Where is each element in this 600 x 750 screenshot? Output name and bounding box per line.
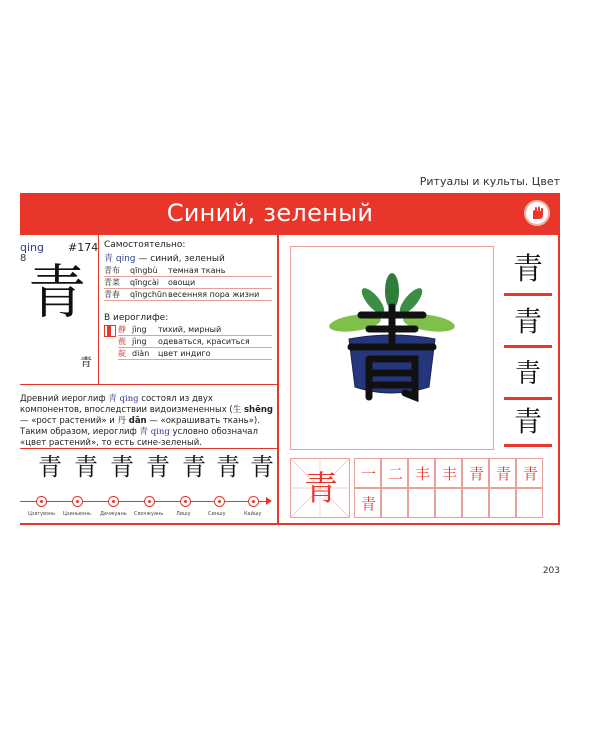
timeline-node bbox=[36, 496, 47, 507]
evolution-labels bbox=[20, 511, 276, 521]
word-meaning: одеваться, краситься bbox=[158, 337, 250, 346]
word-pinyin: qīngchūn bbox=[130, 290, 168, 299]
desc-part: условно обозначал «цвет растений», то есть сине-зеленый. bbox=[20, 427, 258, 448]
style-char: 青 bbox=[513, 405, 542, 438]
etymology-text bbox=[20, 394, 276, 449]
stroke-step-char: 丰 bbox=[414, 465, 430, 483]
style-divider bbox=[504, 345, 552, 348]
practice-cell[interactable] bbox=[408, 488, 435, 518]
practice-grid bbox=[290, 458, 552, 518]
script-label: Лишу bbox=[176, 511, 191, 517]
word-row bbox=[104, 289, 272, 301]
word-pinyin: jìng bbox=[132, 337, 147, 346]
radical-marker-icon bbox=[104, 325, 116, 337]
desc-part: Древний иероглиф bbox=[20, 394, 109, 404]
script-label: Кайшу bbox=[244, 511, 262, 517]
timeline-node bbox=[180, 496, 191, 507]
desc-part: состоял из двух компонентов, впоследствии видоизмененных (生 bbox=[20, 394, 244, 415]
practice-cell[interactable] bbox=[354, 488, 381, 518]
timeline-node bbox=[144, 496, 155, 507]
evolution-char: 青 bbox=[146, 453, 170, 481]
stroke-step-char: 青 bbox=[522, 465, 538, 483]
arrow-right-icon bbox=[266, 497, 272, 505]
self-study-main bbox=[104, 251, 225, 264]
timeline-node bbox=[214, 496, 225, 507]
style-char: 青 bbox=[513, 252, 543, 287]
word-meaning: темная ткань bbox=[168, 266, 226, 275]
word-pinyin: diàn bbox=[132, 349, 150, 358]
practice-cell[interactable] bbox=[381, 488, 408, 518]
style-char: 青 bbox=[513, 305, 542, 338]
divider-horizontal bbox=[20, 384, 278, 385]
divider-mid bbox=[277, 235, 279, 525]
desc-part: — «окрашивать ткань»). Таким образом, иероглиф bbox=[20, 416, 260, 437]
hand-icon bbox=[524, 200, 550, 226]
stroke-step-char: 丰 bbox=[441, 465, 457, 483]
self-study-word-list bbox=[104, 265, 272, 301]
script-label: Сяочжуань bbox=[134, 511, 164, 517]
desc-bold: dān bbox=[128, 416, 147, 426]
practice-cell[interactable] bbox=[435, 488, 462, 518]
stroke-step-char: 青 bbox=[468, 465, 484, 483]
timeline-node bbox=[108, 496, 119, 507]
evolution-char: 青 bbox=[182, 453, 206, 481]
practice-cell[interactable] bbox=[435, 458, 462, 488]
word-row bbox=[118, 348, 272, 360]
page-number: 203 bbox=[542, 566, 560, 576]
style-divider bbox=[504, 444, 552, 447]
practice-cell[interactable] bbox=[462, 458, 489, 488]
title-banner bbox=[20, 193, 560, 235]
word-hanzi: 靓 bbox=[118, 337, 126, 346]
practice-char bbox=[409, 489, 436, 519]
word-meaning: тихий, мирный bbox=[158, 325, 222, 334]
timeline-node bbox=[72, 496, 83, 507]
stroke-step-char: 青 bbox=[495, 465, 511, 483]
word-pinyin: qīngcài bbox=[130, 278, 159, 287]
practice-cell[interactable] bbox=[489, 458, 516, 488]
self-study-main-meaning: — синий, зеленый bbox=[135, 254, 225, 264]
style-divider bbox=[504, 293, 552, 296]
word-hanzi: 靛 bbox=[118, 349, 126, 358]
self-study-main-pinyin: qing bbox=[115, 254, 136, 264]
practice-char bbox=[463, 489, 490, 519]
word-meaning: цвет индиго bbox=[158, 349, 211, 358]
character-pinyin: qing bbox=[20, 241, 44, 254]
word-row bbox=[118, 324, 272, 336]
practice-char bbox=[490, 489, 517, 519]
word-meaning: овощи bbox=[168, 278, 196, 287]
word-hanzi: 静 bbox=[118, 325, 126, 334]
divider-left bbox=[98, 235, 99, 385]
stroke-step-char: 二 bbox=[387, 465, 403, 483]
character-number: #174 bbox=[68, 241, 99, 254]
evolution-char: 青 bbox=[216, 453, 240, 481]
script-label: Цзиньвэнь bbox=[63, 511, 91, 517]
main-hanzi: 青 bbox=[28, 258, 87, 326]
script-label: Дачжуань bbox=[100, 511, 127, 517]
practice-char: 青 bbox=[360, 495, 376, 513]
practice-cell[interactable] bbox=[462, 488, 489, 518]
self-study-main-hanzi: 青 bbox=[104, 254, 114, 264]
desc-bold: shēng bbox=[243, 405, 273, 415]
word-pinyin: jìng bbox=[132, 325, 147, 334]
stroke-step-char: 一 bbox=[360, 465, 376, 483]
practice-big-char: 青 bbox=[304, 469, 338, 509]
desc-hanzi: 青 qing bbox=[139, 427, 170, 437]
practice-cell[interactable] bbox=[516, 458, 543, 488]
evolution-char: 青 bbox=[74, 453, 98, 481]
timeline-node bbox=[248, 496, 259, 507]
section-title: Ритуалы и культы. Цвет bbox=[419, 175, 560, 188]
word-hanzi: 青菜 bbox=[104, 278, 120, 287]
practice-cell[interactable] bbox=[489, 488, 516, 518]
self-study-heading: Самостоятельно: bbox=[104, 240, 186, 250]
script-label: Цзягувэнь bbox=[28, 511, 56, 517]
practice-cell[interactable] bbox=[381, 458, 408, 488]
practice-cell[interactable] bbox=[516, 488, 543, 518]
script-label: Синшу bbox=[208, 511, 226, 517]
evolution-timeline bbox=[20, 496, 272, 508]
style-char: 青 bbox=[514, 359, 541, 389]
word-hanzi: 青布 bbox=[104, 266, 120, 275]
in-hieroglyph-heading: В иероглифе: bbox=[104, 313, 169, 323]
stroke-count: 8 bbox=[20, 253, 27, 264]
word-meaning: весенняя пора жизни bbox=[168, 290, 260, 299]
small-hanzi: 青 bbox=[80, 355, 93, 369]
practice-char bbox=[382, 489, 409, 519]
desc-part: — «рост растений» и 丹 bbox=[20, 416, 129, 426]
script-evolution bbox=[24, 455, 274, 489]
practice-big-cell[interactable] bbox=[290, 458, 350, 518]
evolution-char: 青 bbox=[110, 453, 134, 481]
word-hanzi: 青春 bbox=[104, 290, 120, 299]
evolution-char: 青 bbox=[250, 453, 274, 481]
lesson-title: Синий, зеленый bbox=[166, 199, 374, 227]
practice-cell[interactable] bbox=[408, 458, 435, 488]
practice-cell[interactable] bbox=[354, 458, 381, 488]
in-hieroglyph-list bbox=[118, 324, 272, 360]
word-row bbox=[104, 277, 272, 289]
mnemonic-illustration bbox=[290, 246, 494, 450]
word-row bbox=[104, 265, 272, 277]
practice-char bbox=[517, 489, 544, 519]
practice-char bbox=[436, 489, 463, 519]
word-row bbox=[118, 336, 272, 348]
desc-hanzi: 青 qing bbox=[108, 394, 139, 404]
word-pinyin: qīngbù bbox=[130, 266, 158, 275]
evolution-char: 青 bbox=[38, 453, 62, 481]
